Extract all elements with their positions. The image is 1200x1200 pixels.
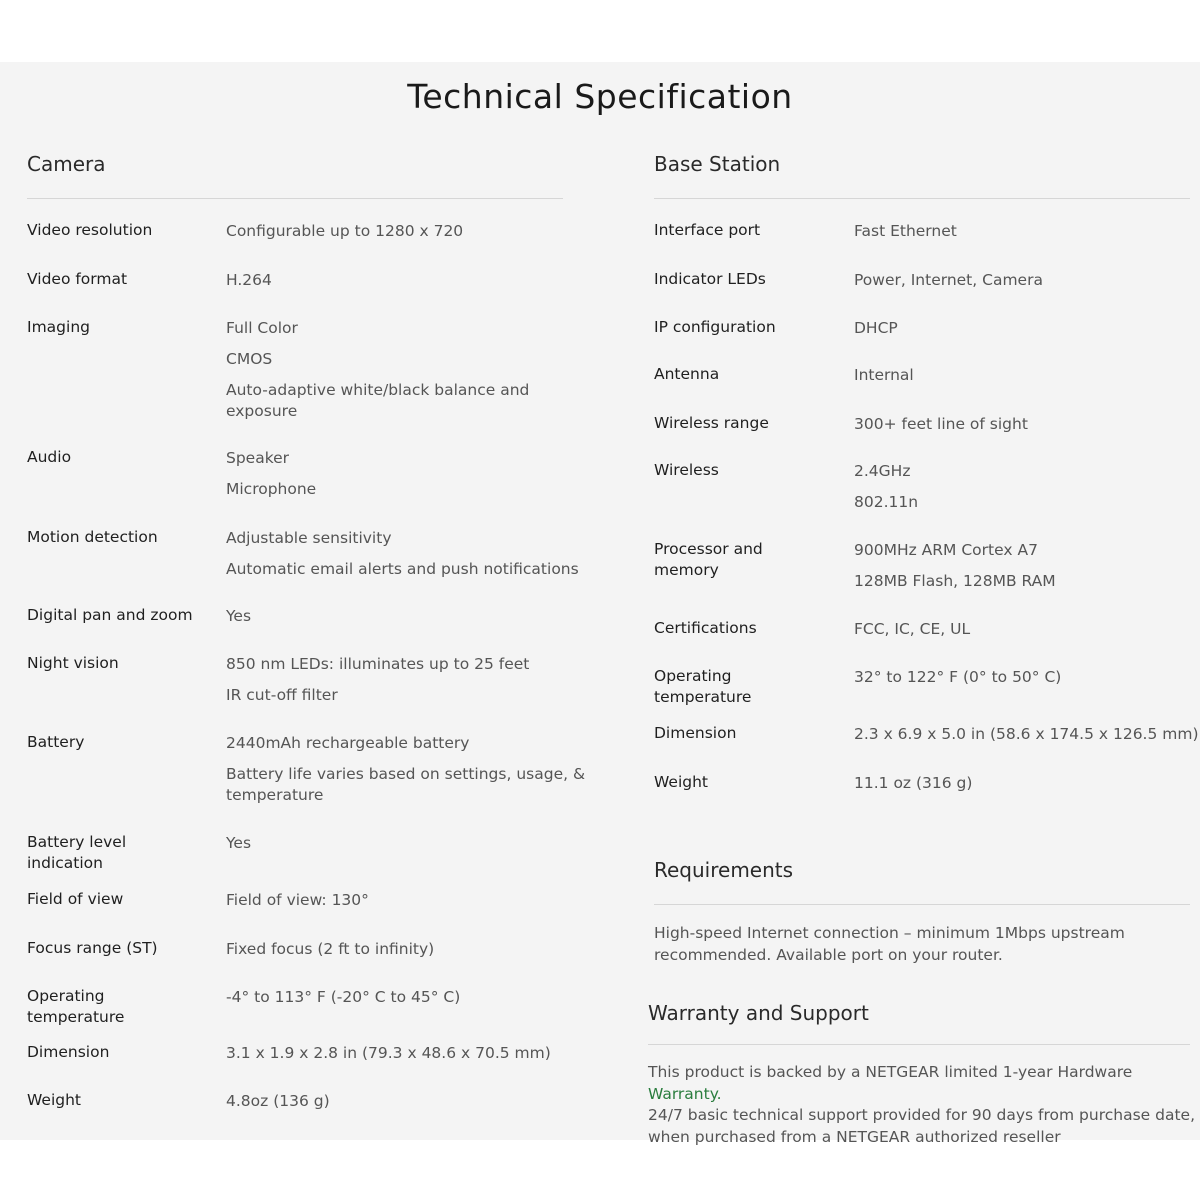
spec-label	[27, 220, 152, 241]
spec-label-line: Digital pan and zoom	[27, 606, 193, 624]
spec-label-line: Processor and	[654, 540, 763, 558]
spec-label-line: Wireless	[654, 461, 719, 479]
spec-value-line: IR cut-off filter	[226, 686, 338, 704]
base-station-heading: Base Station	[654, 152, 781, 176]
spec-value-line: CMOS	[226, 350, 273, 368]
spec-value-line: Field of view: 130°	[226, 891, 369, 909]
spec-label	[27, 269, 127, 290]
spec-label-line: IP configuration	[654, 318, 776, 336]
spec-value	[226, 939, 434, 960]
spec-label	[27, 1042, 109, 1063]
spec-label	[27, 527, 158, 548]
spec-label-line: indication	[27, 854, 103, 872]
spec-value-line: 32° to 122° F (0° to 50° C)	[854, 668, 1062, 686]
spec-label-line: memory	[654, 561, 719, 579]
spec-label	[27, 317, 90, 338]
warranty-divider	[648, 1044, 1190, 1045]
warranty-line-1	[648, 1062, 1200, 1105]
warranty-line-1-text: This product is backed by a NETGEAR limited 1-year Hardware	[648, 1063, 1133, 1081]
spec-value-line: temperature	[226, 786, 324, 804]
spec-value	[226, 448, 316, 500]
spec-label-line: temperature	[654, 688, 752, 706]
spec-value	[226, 528, 579, 580]
spec-label	[654, 269, 766, 290]
spec-value-line: exposure	[226, 402, 298, 420]
spec-value-line: Adjustable sensitivity	[226, 529, 392, 547]
spec-label	[654, 220, 760, 241]
spec-value	[854, 221, 957, 242]
spec-value	[854, 724, 1199, 745]
spec-label-line: Night vision	[27, 654, 119, 672]
spec-label-line: Dimension	[654, 724, 737, 742]
spec-value-line: 802.11n	[854, 493, 919, 511]
page-title: Technical Specification	[407, 77, 793, 116]
spec-label-line: Field of view	[27, 890, 124, 908]
warranty-text	[648, 1062, 1200, 1148]
spec-value-line: Internal	[854, 366, 914, 384]
warranty-heading: Warranty and Support	[648, 1001, 869, 1025]
spec-label-line: Certifications	[654, 619, 757, 637]
requirements-heading: Requirements	[654, 858, 794, 882]
spec-value	[226, 654, 529, 706]
spec-label-line: Antenna	[654, 365, 720, 383]
spec-value-line: Full Color	[226, 319, 298, 337]
spec-value-line: Yes	[226, 607, 252, 625]
spec-value-line: 4.8oz (136 g)	[226, 1092, 330, 1110]
spec-label-line: Battery level	[27, 833, 127, 851]
spec-label	[27, 447, 71, 468]
spec-label	[27, 732, 84, 753]
spec-label-line: Wireless range	[654, 414, 769, 432]
warranty-link[interactable]: Warranty.	[648, 1084, 722, 1103]
spec-value-line: 300+ feet line of sight	[854, 415, 1028, 433]
spec-label	[654, 723, 736, 744]
spec-value	[226, 221, 463, 242]
spec-value	[854, 461, 918, 513]
spec-label-line: Video format	[27, 270, 128, 288]
spec-label	[654, 539, 763, 581]
spec-label-line: temperature	[27, 1008, 125, 1026]
spec-value-line: 900MHz ARM Cortex A7	[854, 541, 1038, 559]
spec-label	[27, 986, 124, 1028]
spec-label-line: Focus range (ST)	[27, 939, 158, 957]
spec-value	[226, 1091, 330, 1112]
spec-label-line: Battery	[27, 733, 85, 751]
spec-label	[27, 605, 193, 626]
spec-label	[654, 460, 719, 481]
spec-value	[226, 890, 369, 911]
spec-value-line: Microphone	[226, 480, 317, 498]
spec-value-line: Yes	[226, 834, 252, 852]
spec-value-line: Auto-adaptive white/black balance and	[226, 381, 530, 399]
spec-label-line: Operating	[27, 987, 105, 1005]
spec-value-line: 2.4GHz	[854, 462, 911, 480]
spec-value	[854, 540, 1056, 592]
spec-label-line: Weight	[27, 1091, 82, 1109]
spec-value-line: Battery life varies based on settings, usage, &	[226, 765, 586, 783]
warranty-line-3: when purchased from a NETGEAR authorized reseller	[648, 1127, 1061, 1146]
spec-value-line: Configurable up to 1280 x 720	[226, 222, 464, 240]
spec-label	[27, 938, 158, 959]
spec-label	[654, 317, 776, 338]
spec-label-line: Operating	[654, 667, 732, 685]
spec-label-line: Audio	[27, 448, 72, 466]
spec-value-line: Fixed focus (2 ft to infinity)	[226, 940, 435, 958]
spec-value-line: 2.3 x 6.9 x 5.0 in (58.6 x 174.5 x 126.5 mm)	[854, 725, 1199, 743]
spec-value	[226, 987, 460, 1008]
spec-value-line: 3.1 x 1.9 x 2.8 in (79.3 x 48.6 x 70.5 mm)	[226, 1044, 551, 1062]
camera-heading: Camera	[27, 152, 106, 176]
spec-value	[226, 270, 272, 291]
base-station-divider	[654, 198, 1190, 199]
spec-value-line: DHCP	[854, 319, 898, 337]
spec-value	[854, 365, 914, 386]
spec-label-line: Dimension	[27, 1043, 110, 1061]
spec-label	[27, 889, 123, 910]
spec-value	[854, 773, 972, 794]
spec-value	[854, 667, 1061, 688]
spec-label	[654, 666, 751, 708]
spec-label	[654, 618, 757, 639]
spec-value	[226, 606, 251, 627]
spec-value-line: 128MB Flash, 128MB RAM	[854, 572, 1056, 590]
spec-value	[226, 733, 585, 806]
spec-value-line: 2440mAh rechargeable battery	[226, 734, 470, 752]
spec-label	[27, 832, 126, 874]
warranty-line-2: 24/7 basic technical support provided for 90 days from purchase date,	[648, 1106, 1196, 1124]
spec-value	[854, 619, 970, 640]
spec-label	[654, 364, 719, 385]
requirements-text	[654, 923, 1125, 966]
spec-label-line: Video resolution	[27, 221, 153, 239]
spec-value	[854, 270, 1043, 291]
spec-label-line: Interface port	[654, 221, 761, 239]
spec-label-line: Motion detection	[27, 528, 158, 546]
spec-label	[27, 653, 119, 674]
spec-value-line: 850 nm LEDs: illuminates up to 25 feet	[226, 655, 530, 673]
spec-value-line: Automatic email alerts and push notifications	[226, 560, 579, 578]
spec-panel	[0, 62, 1200, 1140]
spec-value	[226, 1043, 551, 1064]
requirements-line: High-speed Internet connection – minimum 1Mbps upstream	[654, 924, 1125, 942]
spec-value-line: Fast Ethernet	[854, 222, 957, 240]
spec-value	[226, 833, 251, 854]
spec-value	[226, 318, 529, 422]
spec-value-line: Power, Internet, Camera	[854, 271, 1043, 289]
spec-label-line: Weight	[654, 773, 709, 791]
spec-label	[654, 772, 708, 793]
spec-value-line: Speaker	[226, 449, 290, 467]
spec-value-line: -4° to 113° F (-20° C to 45° C)	[226, 988, 461, 1006]
spec-label	[27, 1090, 81, 1111]
spec-value-line: FCC, IC, CE, UL	[854, 620, 971, 638]
spec-label	[654, 413, 769, 434]
spec-label-line: Indicator LEDs	[654, 270, 766, 288]
spec-value-line: 11.1 oz (316 g)	[854, 774, 973, 792]
requirements-divider	[654, 904, 1190, 905]
spec-value-line: H.264	[226, 271, 272, 289]
requirements-line: recommended. Available port on your router.	[654, 945, 1003, 964]
spec-label-line: Imaging	[27, 318, 90, 336]
spec-value	[854, 414, 1028, 435]
camera-divider	[27, 198, 563, 199]
spec-value	[854, 318, 898, 339]
